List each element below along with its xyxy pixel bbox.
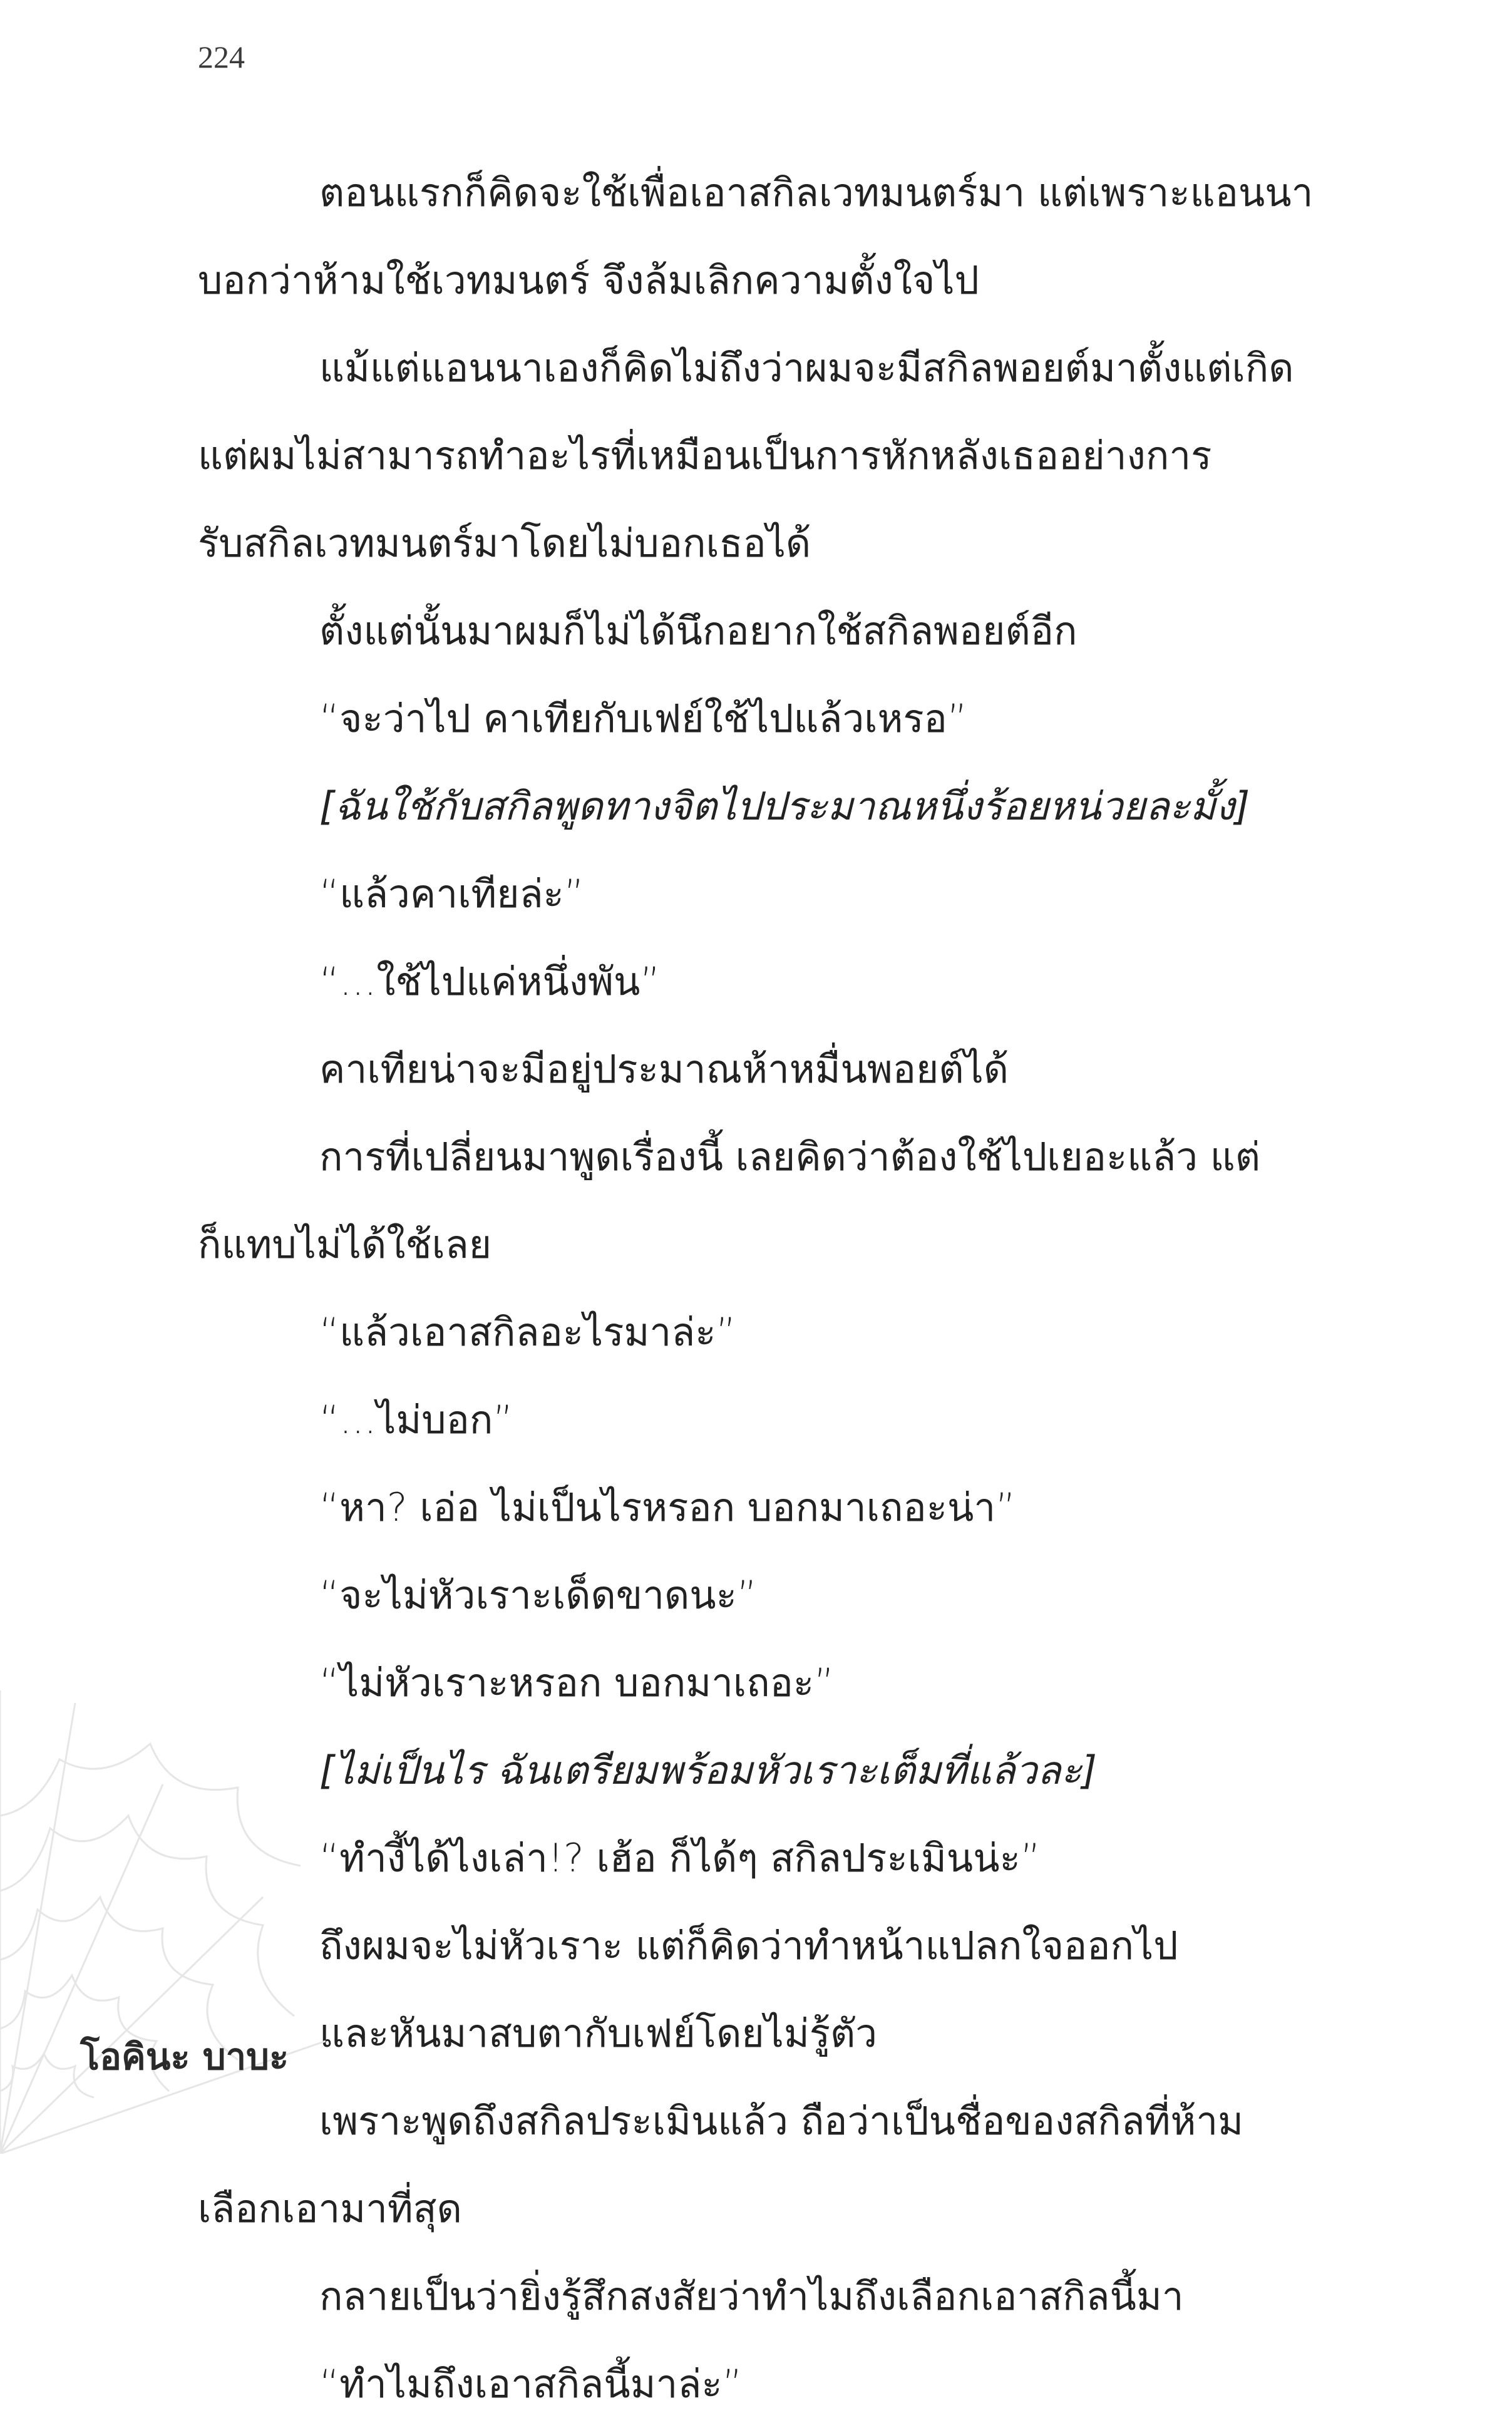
text-line: ก็แทบไม่ได้ใช้เลย <box>198 1222 492 1267</box>
text-line: “จะไม่หัวเราะเด็ดขาดนะ” <box>319 1572 758 1618</box>
text-line: “หา? เอ่อ ไม่เป็นไรหรอก บอกมาเถอะน่า” <box>319 1484 1016 1530</box>
body-text <box>198 149 1312 2428</box>
text-line: ตอนแรกก็คิดจะใช้เพื่อเอาสกิลเวทมนตร์มา แต่เพราะแอนนา <box>319 170 1314 215</box>
text-line: “แล้วคาเทียล่ะ” <box>319 871 584 917</box>
text-line: “...ไม่บอก” <box>319 1397 513 1443</box>
text-line: “ไม่หัวเราะหรอก บอกมาเถอะ” <box>319 1660 835 1705</box>
text-line: ถึงผมจะไม่หัวเราะ แต่ก็คิดว่าทำหน้าแปลกใจออกไป <box>319 1923 1178 1968</box>
text-line: [ไม่เป็นไร ฉันเตรียมพร้อมหัวเราะเต็มที่แล้วละ] <box>319 1747 1097 1793</box>
text-line: รับสกิลเวทมนตร์มาโดยไม่บอกเธอได้ <box>198 520 811 566</box>
text-line: และหันมาสบตากับเฟย์โดยไม่รู้ตัว <box>319 2010 878 2056</box>
text-line: กลายเป็นว่ายิ่งรู้สึกสงสัยว่าทำไมถึงเลือกเอาสกิลนี้มา <box>319 2273 1184 2319</box>
text-line: “ทำงี้ได้ไงเล่า!? เฮ้อ ก็ได้ๆ สกิลประเมินน่ะ” <box>319 1835 1041 1881</box>
text-line: คาเทียน่าจะมีอยู่ประมาณห้าหมื่นพอยต์ได้ <box>319 1046 1009 1092</box>
text-line: เลือกเอามาที่สุด <box>198 2186 462 2231</box>
text-line: [ฉันใช้กับสกิลพูดทางจิตไปประมาณหนึ่งร้อยหน่วยละมั้ง] <box>319 783 1250 829</box>
book-title-footer: โอคินะ บาบะ <box>80 2035 289 2078</box>
text-line: ตั้งแต่นั้นมาผมก็ไม่ได้นึกอยากใช้สกิลพอยต์อีก <box>319 608 1077 654</box>
text-line: “แล้วเอาสกิลอะไรมาล่ะ” <box>319 1309 736 1355</box>
text-line: “ทำไมถึงเอาสกิลนี้มาล่ะ” <box>319 2361 743 2407</box>
text-line: แม้แต่แอนนาเองก็คิดไม่ถึงว่าผมจะมีสกิลพอยต์มาตั้งแต่เกิด <box>319 345 1294 391</box>
text-line: เพราะพูดถึงสกิลประเมินแล้ว ถือว่าเป็นชื่อของสกิลที่ห้าม <box>319 2098 1244 2144</box>
text-line: การที่เปลี่ยนมาพูดเรื่องนี้ เลยคิดว่าต้องใช้ไปเยอะแล้ว แต่ <box>319 1134 1260 1180</box>
text-line: “...ใช้ไปแค่หนึ่งพัน” <box>319 959 661 1004</box>
text-line: “จะว่าไป คาเทียกับเฟย์ใช้ไปแล้วเหรอ” <box>319 696 967 741</box>
text-line: บอกว่าห้ามใช้เวทมนตร์ จึงล้มเลิกความตั้งใจไป <box>198 257 979 303</box>
text-line: แต่ผมไม่สามารถทำอะไรที่เหมือนเป็นการหักหลังเธออย่างการ <box>198 433 1212 478</box>
page-number: 224 <box>198 39 245 75</box>
